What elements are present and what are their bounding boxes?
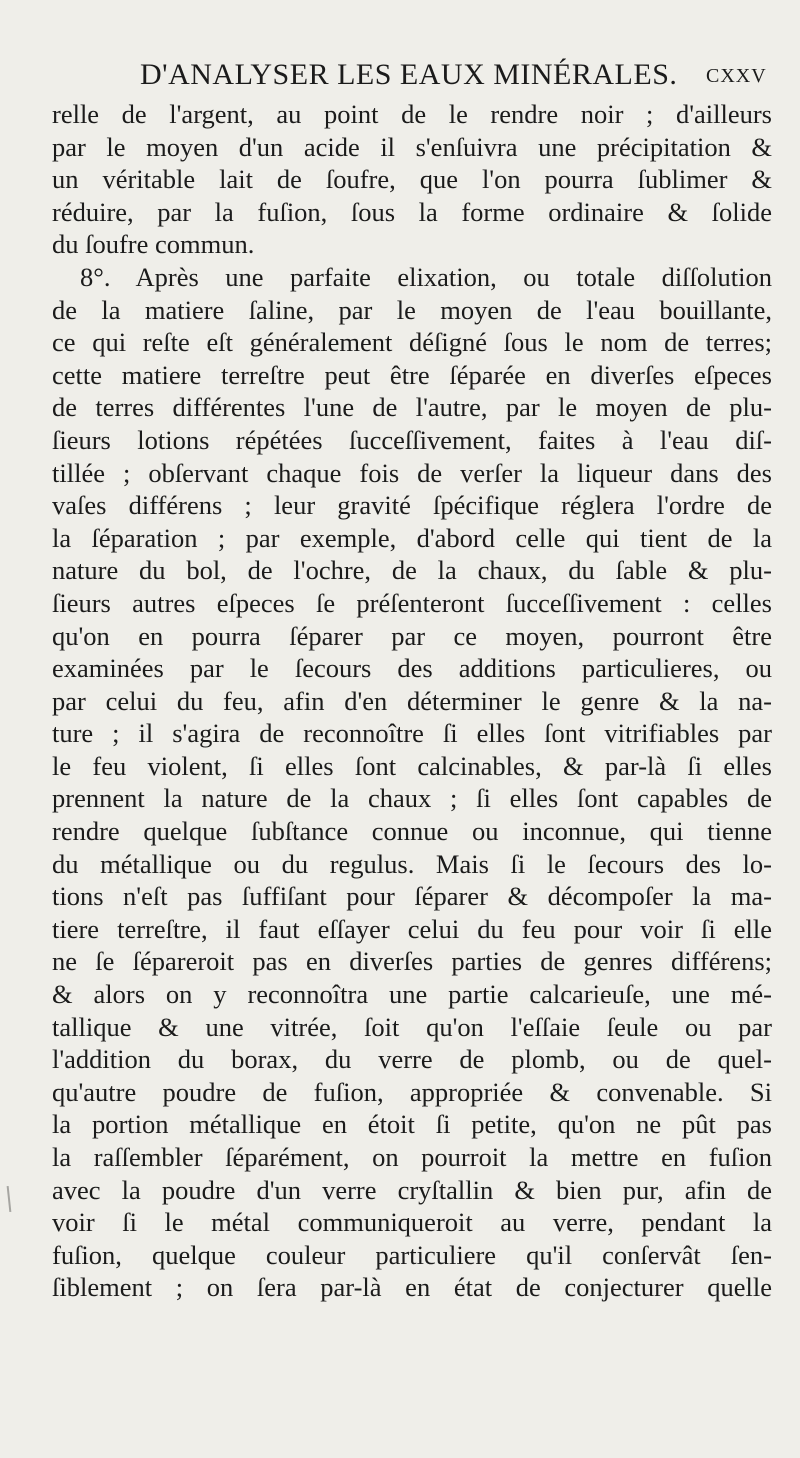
text-line: l'addition du borax, du verre de plomb, ou de quel- [52, 1044, 772, 1075]
text-line: ſieurs lotions répétées ſucceſſivement, faites à l'eau diſ- [52, 424, 772, 455]
text-line: ce qui reſte eſt généralement déſigné ſous le nom de terres; [52, 327, 772, 358]
text-line: par celui du feu, afin d'en déterminer le genre & la na- [52, 685, 772, 716]
margin-pencil-mark [7, 1186, 12, 1212]
text-line: ſieurs autres eſpeces ſe préſenteront ſucceſſivement : celles [52, 587, 772, 618]
text-line: la portion métallique en étoit ſi petite, qu'on ne pût pas [52, 1109, 772, 1140]
text-line: 8°. Après une parfaite elixation, ou totale diſſolution [80, 261, 772, 292]
text-line: voir ſi le métal communiqueroit au verre, pendant la [52, 1207, 772, 1238]
text-line: avec la poudre d'un verre cryſtallin & bien pur, afin de [52, 1174, 772, 1205]
text-line: tillée ; obſervant chaque fois de verſer la liqueur dans des [52, 457, 772, 488]
running-title: D'ANALYSER LES EAUX MINÉRALES. [140, 58, 678, 91]
text-line: un véritable lait de ſoufre, que l'on pourra ſublimer & [52, 164, 772, 195]
text-line: de la matiere ſaline, par le moyen de l'eau bouillante, [52, 294, 772, 325]
text-line: la ſéparation ; par exemple, d'abord celle qui tient de la [52, 522, 772, 553]
text-line: nature du bol, de l'ochre, de la chaux, du ſable & plu- [52, 555, 772, 586]
text-line: réduire, par la fuſion, ſous la forme ordinaire & ſolide [52, 196, 772, 227]
text-line: la raſſembler ſéparément, on pourroit la mettre en fuſion [52, 1142, 772, 1172]
text-line: vaſes différens ; leur gravité ſpécifique réglera l'ordre de [52, 490, 772, 521]
text-line: ture ; il s'agira de reconnoître ſi elles ſont vitrifiables par [52, 718, 772, 749]
text-line: qu'autre poudre de fuſion, appropriée & convenable. Si [52, 1076, 772, 1107]
text-line: du métallique ou du regulus. Mais ſi le ſecours des lo- [52, 848, 772, 879]
text-line: ne ſe ſépareroit pas en diverſes parties de genres différens; [52, 946, 772, 977]
text-line: cette matiere terreſtre peut être ſéparée en diverſes eſpeces [52, 359, 772, 390]
text-line: rendre quelque ſubſtance connue ou inconnue, qui tienne [52, 816, 772, 847]
text-line: du ſoufre commun. [52, 229, 255, 260]
text-line: & alors on y reconnoîtra une partie calcarieuſe, une mé- [52, 979, 772, 1010]
text-line: ſiblement ; on ſera par-là en état de conjecturer quelle [52, 1272, 772, 1303]
page-header [0, 58, 800, 96]
text-line: examinées par le ſecours des additions particulieres, ou [52, 653, 772, 684]
text-line: fuſion, quelque couleur particuliere qu'il conſervât ſen- [52, 1239, 772, 1270]
body-text [52, 98, 772, 1304]
text-line: tiere terreſtre, il faut eſſayer celui du feu pour voir ſi elle [52, 913, 772, 944]
text-line: de terres différentes l'une de l'autre, par le moyen de plu- [52, 392, 772, 423]
text-line: prennent la nature de la chaux ; ſi elles ſont capables de [52, 783, 772, 814]
text-line: qu'on en pourra ſéparer par ce moyen, pourront être [52, 620, 772, 651]
text-line: le feu violent, ſi elles ſont calcinables, & par-là ſi elles [52, 750, 772, 781]
page-number: cxxv [706, 58, 767, 89]
text-line: relle de l'argent, au point de le rendre noir ; d'ailleurs [52, 99, 772, 129]
text-line: tallique & une vitrée, ſoit qu'on l'eſſaie ſeule ou par [52, 1011, 772, 1042]
text-line: tions n'eſt pas ſuffiſant pour ſéparer & décompoſer la ma- [52, 881, 772, 912]
text-line: par le moyen d'un acide il s'enſuivra une précipitation & [52, 131, 772, 162]
